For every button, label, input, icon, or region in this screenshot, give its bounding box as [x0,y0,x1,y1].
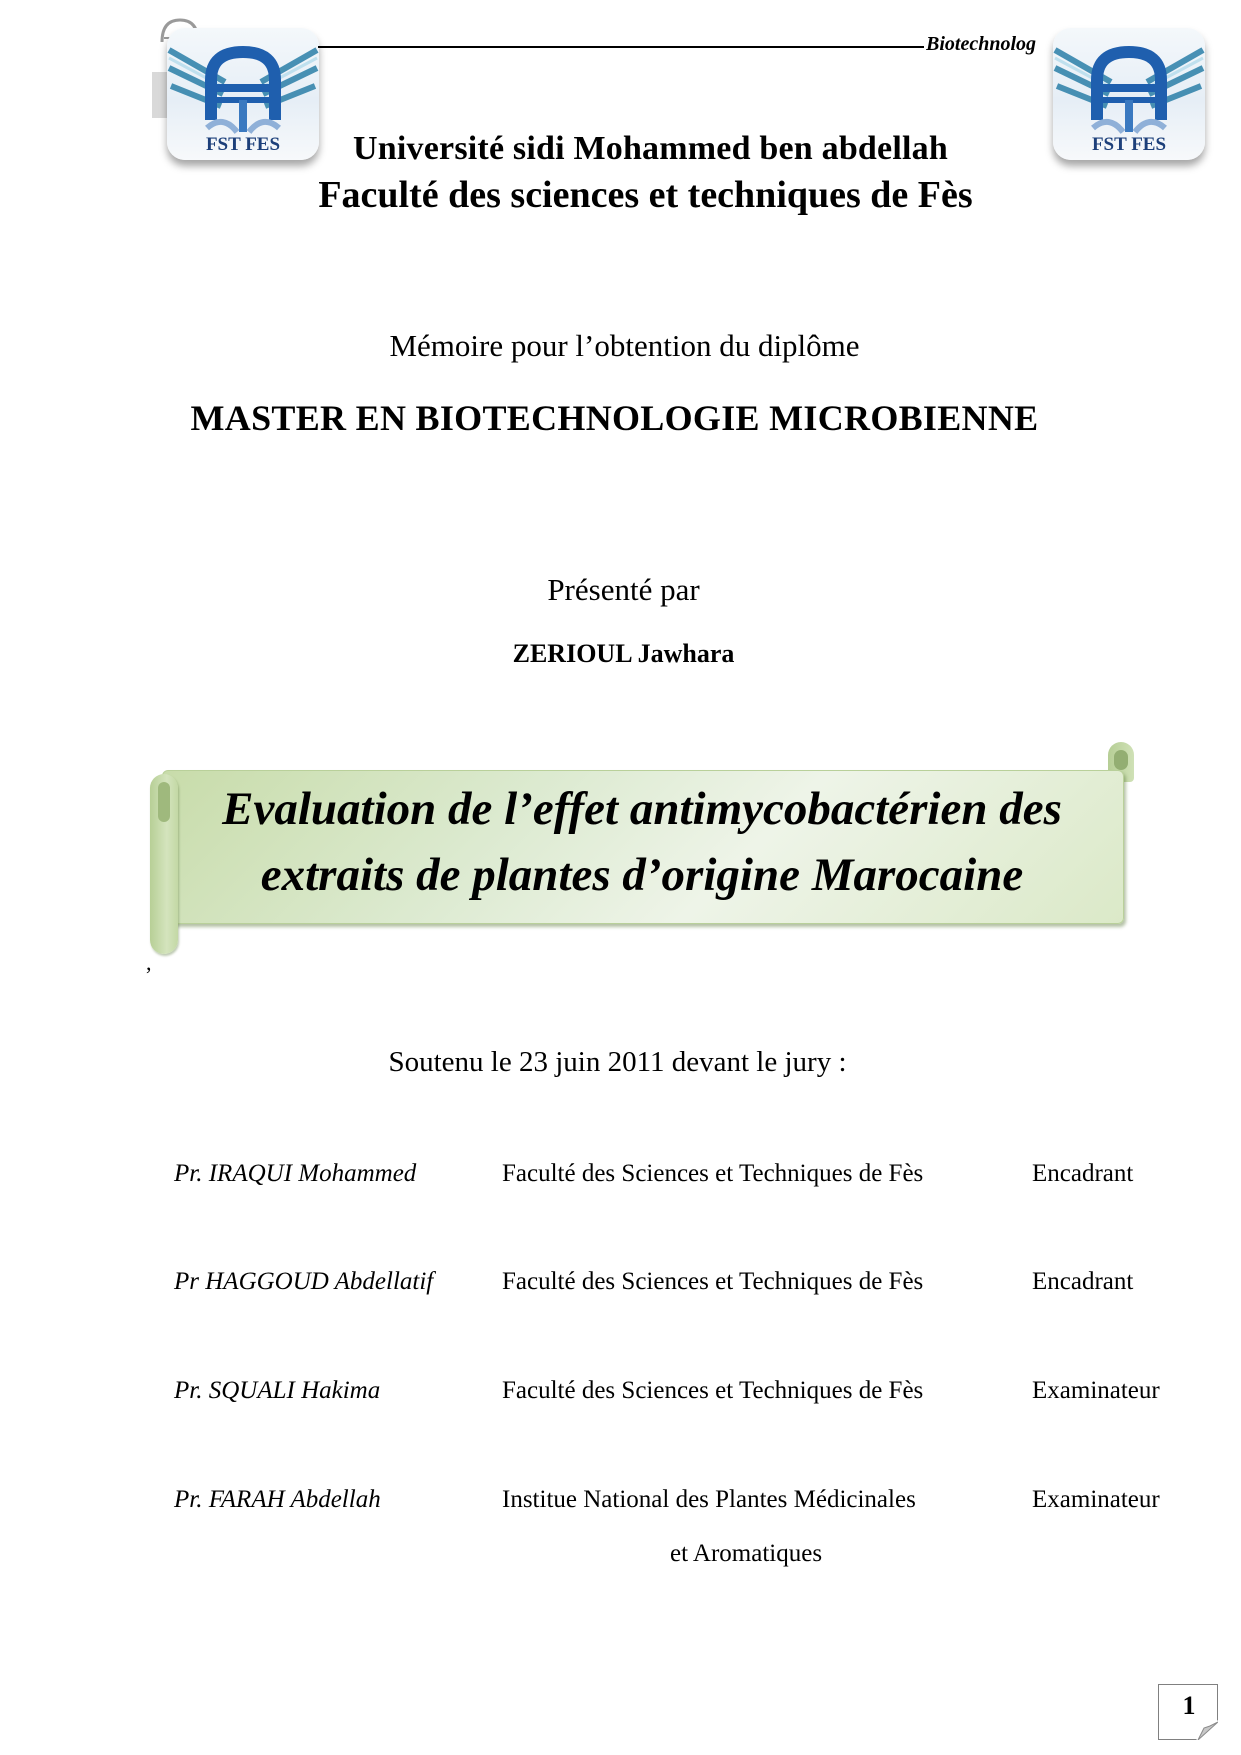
page-number-box [1158,1684,1218,1740]
thesis-title [162,776,1122,908]
university-name: Université sidi Mohammed ben abdellah [353,130,948,167]
thesis-title-line-1: Evaluation de l’effet antimycobactérien des [222,783,1062,835]
scroll-curl-right-hole [1114,750,1128,770]
jury-row [174,1486,1194,1567]
jury-member-name: Pr. SQUALI Hakima [174,1377,381,1404]
jury-member-institution: Faculté des Sciences et Techniques de Fès [502,1160,924,1187]
jury-member-name: Pr. IRAQUI Mohammed [174,1160,417,1187]
defense-statement: Soutenu le 23 juin 2011 devant le jury : [388,1046,847,1078]
header-rule [318,46,924,48]
jury-row [174,1160,1194,1200]
degree-title: MASTER EN BIOTECHNOLOGIE MICROBIENNE [190,398,1039,438]
svg-text:FST FES: FST FES [1091,134,1167,155]
running-header-title: Biotechnolog [926,33,1037,55]
page-curl-icon [1196,1720,1218,1740]
jury-member-institution: Faculté des Sciences et Techniques de Fès [502,1268,924,1295]
stray-comma: , [146,950,152,975]
svg-text:FST FES: FST FES [205,134,281,155]
jury-member-institution: Institue National des Plantes Médicinales [502,1486,916,1513]
jury-row [174,1377,1194,1417]
faculty-name: Faculté des sciences et techniques de Fès [318,174,973,216]
jury-member-institution: Faculté des Sciences et Techniques de Fès [502,1377,924,1404]
page-number: 1 [1182,1691,1196,1720]
jury-member-role: Encadrant [1032,1268,1134,1295]
jury-row [174,1268,1194,1308]
jury-member-institution-continued: et Aromatiques [670,1540,823,1567]
title-scroll-banner [148,740,1138,960]
author-name: ZERIOUL Jawhara [512,639,735,668]
jury-member-role: Examinateur [1032,1486,1160,1513]
thesis-purpose: Mémoire pour l’obtention du diplôme [389,328,860,363]
jury-member-role: Encadrant [1032,1160,1134,1187]
jury-member-name: Pr. FARAH Abdellah [174,1486,381,1513]
presented-by-label: Présenté par [547,572,700,607]
jury-member-name: Pr HAGGOUD Abdellatif [174,1268,434,1295]
jury-member-role: Examinateur [1032,1377,1160,1404]
thesis-title-line-2: extraits de plantes d’origine Marocaine [260,849,1024,901]
